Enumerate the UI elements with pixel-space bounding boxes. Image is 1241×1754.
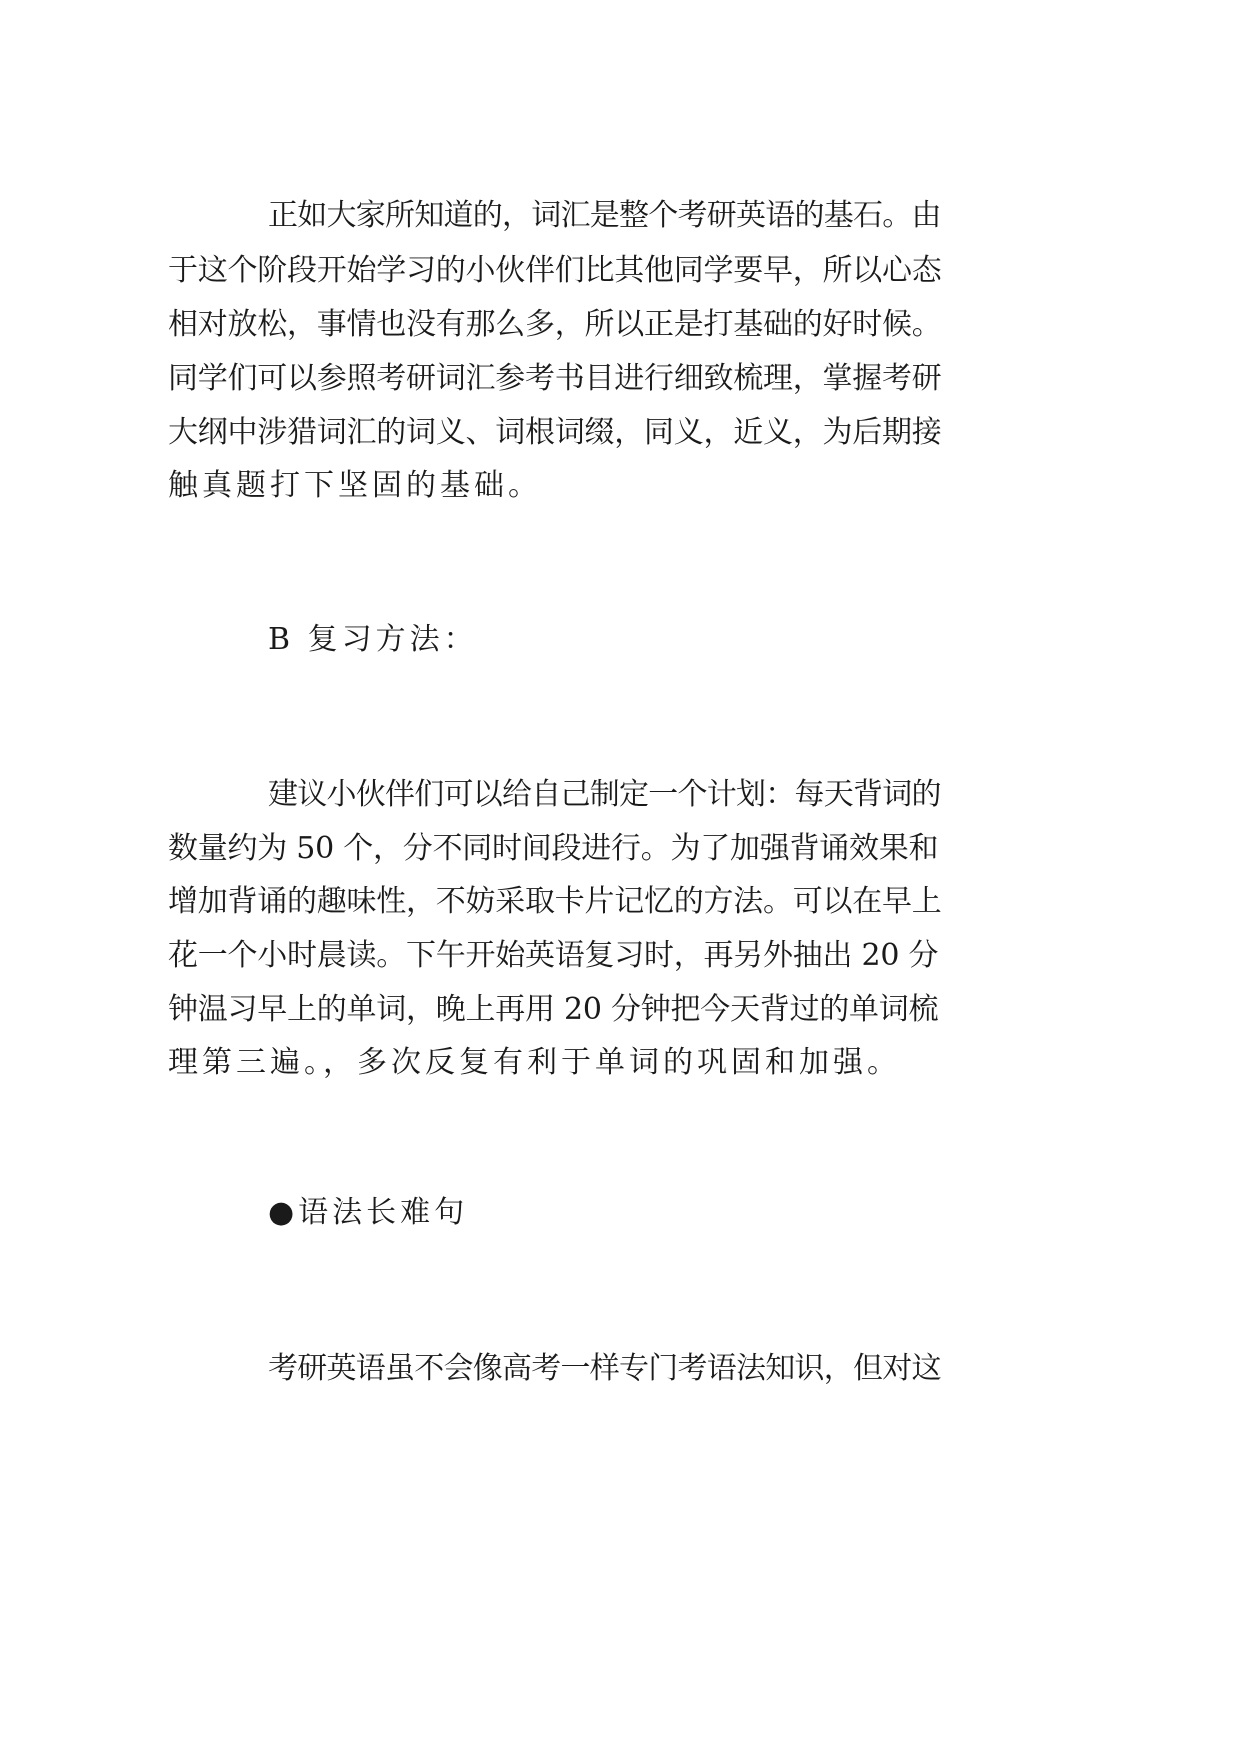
paragraph-line: 数量约为 50 个，分不同时间段进行。为了加强背诵效果和 bbox=[168, 831, 939, 866]
paragraph-line: 花一个小时晨读。下午开始英语复习时，再另外抽出 20 分 bbox=[168, 938, 939, 973]
paragraph-line: 建议小伙伴们可以给自己制定一个计划：每天背词的 bbox=[268, 777, 941, 812]
section-heading-grammar: ●语法长难句 bbox=[268, 1195, 469, 1230]
paragraph-line: 大纲中涉猎词汇的词义、词根词缀，同义，近义，为后期接 bbox=[168, 415, 942, 450]
section-heading-review-method: B 复习方法： bbox=[268, 622, 478, 657]
paragraph-line: 于这个阶段开始学习的小伙伴们比其他同学要早，所以心态 bbox=[168, 253, 942, 288]
paragraph-line: 理第三遍。，多次反复有利于单词的巩固和加强。 bbox=[168, 1045, 901, 1080]
paragraph-line: 考研英语虽不会像高考一样专门考语法知识，但对这 bbox=[268, 1351, 941, 1386]
paragraph-line: 相对放松，事情也没有那么多，所以正是打基础的好时候。 bbox=[168, 307, 942, 342]
paragraph-line: 钟温习早上的单词，晚上再用 20 分钟把今天背过的单词梳 bbox=[168, 992, 939, 1027]
paragraph-line: 同学们可以参照考研词汇参考书目进行细致梳理，掌握考研 bbox=[168, 361, 942, 396]
paragraph-line: 触真题打下坚固的基础。 bbox=[168, 468, 542, 503]
paragraph-line: 增加背诵的趣味性，不妨采取卡片记忆的方法。可以在早上 bbox=[168, 884, 942, 919]
paragraph-line: 正如大家所知道的，词汇是整个考研英语的基石。由 bbox=[268, 198, 941, 233]
